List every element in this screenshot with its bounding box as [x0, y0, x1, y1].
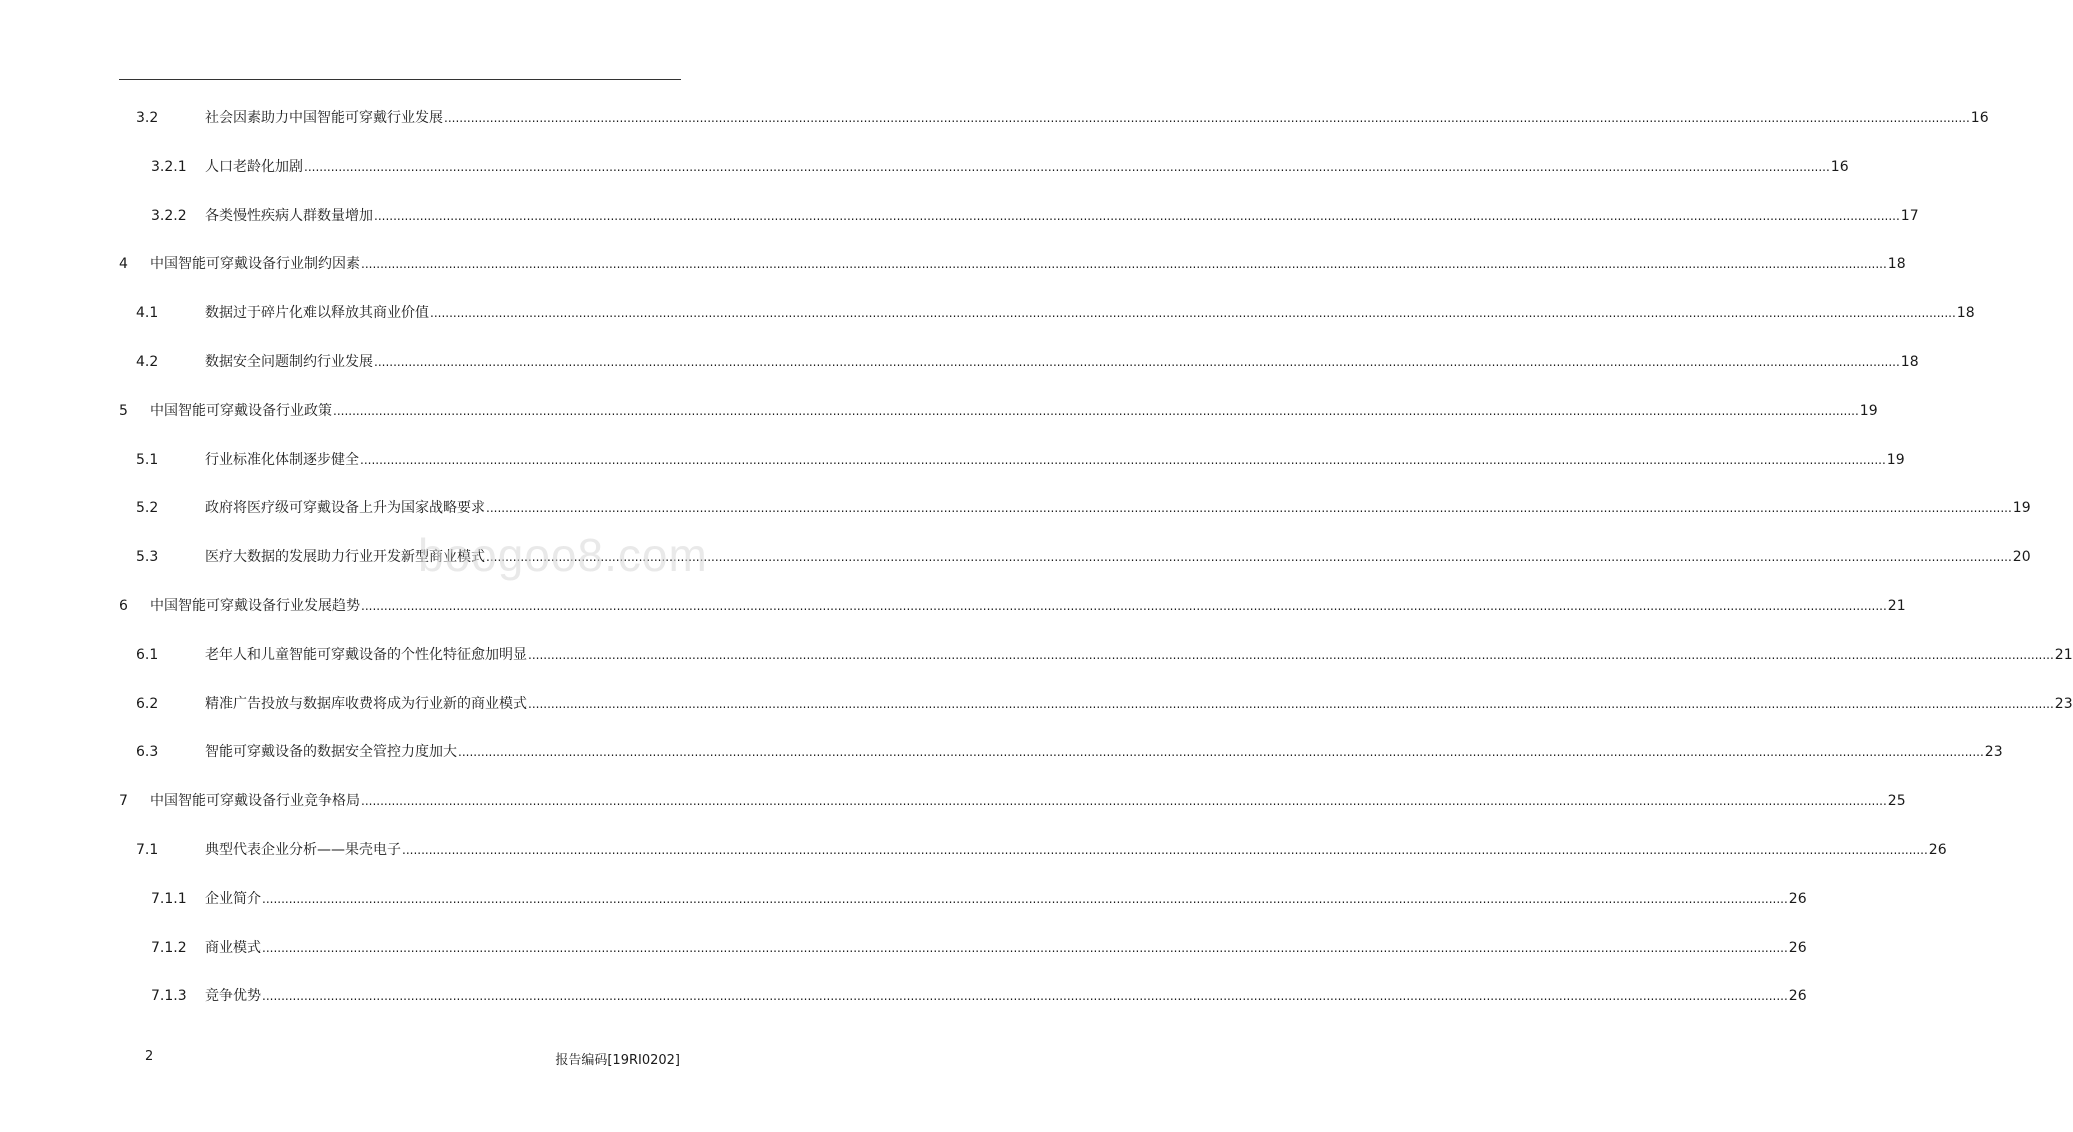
toc-entry[interactable]	[0, 301, 1975, 325]
toc-entry-page: 19	[2012, 500, 2031, 516]
toc-entry-page: 21	[2054, 647, 2073, 663]
toc-dot-leader: ................................................................................................................................................................................................................................................................................................................................................................................................................	[361, 257, 1887, 271]
toc-dot-leader: ................................................................................................................................................................................................................................................................................................................................................................................................................	[262, 989, 1788, 1003]
toc-entry-line	[205, 350, 1919, 374]
toc-entry[interactable]	[0, 350, 1919, 374]
toc-entry-line	[205, 204, 1919, 228]
toc-entry-line	[205, 936, 1807, 960]
toc-entry-line	[150, 789, 1906, 813]
toc-entry-page: 26	[1788, 891, 1807, 907]
toc-entry-page: 20	[2012, 549, 2031, 565]
toc-entry-line	[205, 496, 2031, 520]
toc-entry-page: 17	[1900, 208, 1919, 224]
footer-page-number: 2	[145, 1049, 154, 1064]
toc-dot-leader: ................................................................................................................................................................................................................................................................................................................................................................................................................	[333, 404, 1859, 418]
toc-dot-leader: ................................................................................................................................................................................................................................................................................................................................................................................................................	[528, 697, 2054, 711]
toc-entry[interactable]	[0, 887, 1807, 911]
toc-dot-leader: ................................................................................................................................................................................................................................................................................................................................................................................................................	[262, 941, 1788, 955]
toc-entry-line	[150, 399, 1878, 423]
toc-dot-leader: ................................................................................................................................................................................................................................................................................................................................................................................................................	[360, 453, 1886, 467]
toc-entry-number: 4	[119, 256, 128, 272]
toc-entry-line	[205, 643, 2073, 667]
toc-entry-line	[205, 692, 2073, 716]
toc-entry-page: 16	[1970, 110, 1989, 126]
toc-entry[interactable]	[0, 594, 1906, 618]
toc-entry-line	[205, 984, 1807, 1008]
toc-entry-title: 中国智能可穿戴设备行业发展趋势	[150, 598, 360, 614]
toc-entry-number: 4.2	[136, 354, 159, 370]
toc-entry-number: 7.1.1	[151, 891, 187, 907]
toc-entry-line	[205, 155, 1849, 179]
toc-entry[interactable]	[0, 936, 1807, 960]
toc-entry-number: 7.1.3	[151, 988, 187, 1004]
toc-dot-leader: ................................................................................................................................................................................................................................................................................................................................................................................................................	[361, 794, 1887, 808]
toc-entry-line	[205, 838, 1947, 862]
toc-entry-page: 18	[1956, 305, 1975, 321]
toc-entry[interactable]	[0, 155, 1849, 179]
toc-entry-number: 5.2	[136, 500, 159, 516]
toc-entry-title: 中国智能可穿戴设备行业竞争格局	[150, 793, 360, 809]
toc-entry-title: 政府将医疗级可穿戴设备上升为国家战略要求	[205, 500, 485, 516]
toc-entry-page: 23	[2054, 696, 2073, 712]
toc-entry-number: 7.1	[136, 842, 159, 858]
toc-entry-title: 商业模式	[205, 940, 261, 956]
toc-entry-page: 25	[1887, 793, 1906, 809]
toc-entry-title: 医疗大数据的发展助力行业开发新型商业模式	[205, 549, 485, 565]
toc-dot-leader: ................................................................................................................................................................................................................................................................................................................................................................................................................	[374, 355, 1900, 369]
toc-entry-title: 数据安全问题制约行业发展	[205, 354, 373, 370]
toc-dot-leader: ................................................................................................................................................................................................................................................................................................................................................................................................................	[458, 745, 1984, 759]
toc-entry-page: 26	[1788, 940, 1807, 956]
toc-entry-line	[205, 106, 1989, 130]
toc-entry-number: 7	[119, 793, 128, 809]
toc-entry-page: 26	[1928, 842, 1947, 858]
toc-entry-number: 3.2.1	[151, 159, 187, 175]
toc-entry-title: 老年人和儿童智能可穿戴设备的个性化特征愈加明显	[205, 647, 527, 663]
toc-entry-title: 数据过于碎片化难以释放其商业价值	[205, 305, 429, 321]
toc-entry-number: 3.2	[136, 110, 159, 126]
toc-entry-line	[150, 252, 1906, 276]
toc-entry-page: 23	[1984, 744, 2003, 760]
toc-entry-title: 精准广告投放与数据库收费将成为行业新的商业模式	[205, 696, 527, 712]
toc-entry[interactable]	[0, 984, 1807, 1008]
toc-entry-title: 人口老龄化加剧	[205, 159, 303, 175]
footer-report-code: 报告编码[19RI0202]	[555, 1053, 680, 1068]
toc-dot-leader: ................................................................................................................................................................................................................................................................................................................................................................................................................	[374, 209, 1900, 223]
toc-entry-title: 中国智能可穿戴设备行业制约因素	[150, 256, 360, 272]
toc-entry-page: 26	[1788, 988, 1807, 1004]
toc-entry[interactable]	[0, 643, 2073, 667]
toc-entry[interactable]	[0, 838, 1947, 862]
toc-entry-page: 19	[1859, 403, 1878, 419]
toc-entry[interactable]	[0, 496, 2031, 520]
toc-entry[interactable]	[0, 252, 1906, 276]
toc-entry-page: 19	[1886, 452, 1905, 468]
toc-entry[interactable]	[0, 204, 1919, 228]
toc-entry[interactable]	[0, 106, 1989, 130]
toc-entry-number: 5.3	[136, 549, 159, 565]
toc-entry[interactable]	[0, 789, 1906, 813]
toc-entry[interactable]	[0, 692, 2073, 716]
toc-entry-number: 5	[119, 403, 128, 419]
toc-entry[interactable]	[0, 740, 2003, 764]
toc-entry-page: 16	[1830, 159, 1849, 175]
toc-entry-title: 企业简介	[205, 891, 261, 907]
toc-dot-leader: ................................................................................................................................................................................................................................................................................................................................................................................................................	[444, 111, 1970, 125]
toc-entry-title: 中国智能可穿戴设备行业政策	[150, 403, 332, 419]
toc-entry-line	[205, 448, 1905, 472]
toc-entry-number: 6.2	[136, 696, 159, 712]
toc-dot-leader: ................................................................................................................................................................................................................................................................................................................................................................................................................	[402, 843, 1928, 857]
toc-dot-leader: ................................................................................................................................................................................................................................................................................................................................................................................................................	[361, 599, 1887, 613]
toc-entry-page: 18	[1887, 256, 1906, 272]
toc-entry-number: 7.1.2	[151, 940, 187, 956]
watermark: boogoo8.com	[418, 529, 708, 581]
toc-entry-title: 各类慢性疾病人群数量增加	[205, 208, 373, 224]
toc-entry-title: 典型代表企业分析——果壳电子	[205, 842, 401, 858]
toc-entry-number: 5.1	[136, 452, 159, 468]
toc-entry-title: 智能可穿戴设备的数据安全管控力度加大	[205, 744, 457, 760]
toc-entry-title: 竞争优势	[205, 988, 261, 1004]
toc-entry-line	[205, 301, 1975, 325]
toc-entry-number: 3.2.2	[151, 208, 187, 224]
toc-entry-page: 21	[1887, 598, 1906, 614]
toc-entry-line	[150, 594, 1906, 618]
toc-entry-line	[205, 887, 1807, 911]
toc-entry-title: 社会因素助力中国智能可穿戴行业发展	[205, 110, 443, 126]
toc-entry-page: 18	[1900, 354, 1919, 370]
toc-entry-number: 6.1	[136, 647, 159, 663]
toc-entry-number: 6.3	[136, 744, 159, 760]
toc-entry[interactable]	[0, 448, 1905, 472]
toc-dot-leader: ................................................................................................................................................................................................................................................................................................................................................................................................................	[262, 892, 1788, 906]
toc-dot-leader: ................................................................................................................................................................................................................................................................................................................................................................................................................	[304, 160, 1830, 174]
toc-entry-title: 行业标准化体制逐步健全	[205, 452, 359, 468]
toc-entry[interactable]	[0, 399, 1878, 423]
toc-entry-number: 6	[119, 598, 128, 614]
toc-entry-line	[205, 740, 2003, 764]
toc-dot-leader: ................................................................................................................................................................................................................................................................................................................................................................................................................	[486, 550, 2012, 564]
toc-entry-number: 4.1	[136, 305, 159, 321]
toc-dot-leader: ................................................................................................................................................................................................................................................................................................................................................................................................................	[528, 648, 2054, 662]
toc-dot-leader: ................................................................................................................................................................................................................................................................................................................................................................................................................	[430, 306, 1956, 320]
toc-dot-leader: ................................................................................................................................................................................................................................................................................................................................................................................................................	[486, 501, 2012, 515]
